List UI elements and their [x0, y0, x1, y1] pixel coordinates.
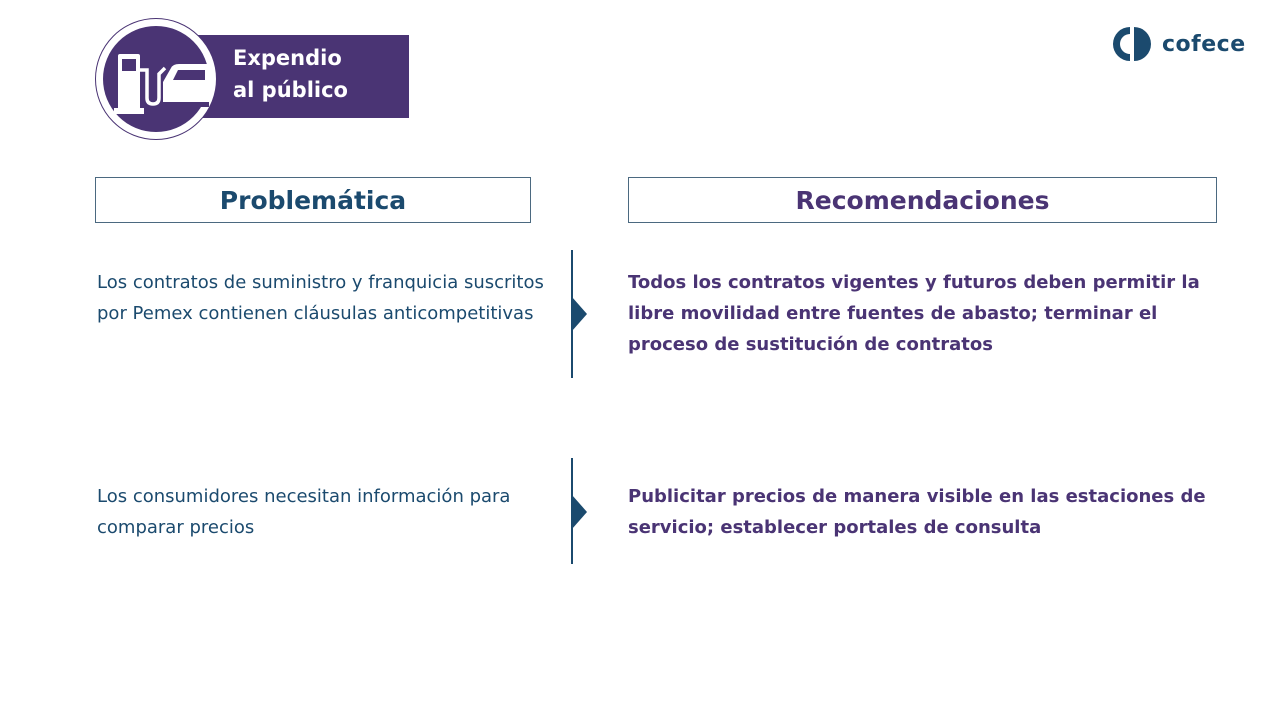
- arrow-right-icon: [572, 297, 587, 331]
- problem-text-1: Los contratos de suministro y franquicia suscritos por Pemex contienen cláusulas anticompetitivas: [97, 272, 544, 324]
- badge-title: [233, 42, 348, 106]
- header-problematica: Problemática: [95, 177, 531, 223]
- recommendation-text-2: Publicitar precios de manera visible en las estaciones de servicio; establecer portales de consulta: [628, 486, 1206, 538]
- badge-title-line2: al público: [233, 78, 348, 102]
- cofece-logo: [1112, 24, 1246, 64]
- badge-title-line1: Expendio: [233, 46, 342, 70]
- cofece-logo-icon: [1112, 24, 1152, 64]
- logo-text: cofece: [1162, 31, 1246, 57]
- recommendation-text-1: Todos los contratos vigentes y futuros deben permitir la libre movilidad entre fuentes de abasto; terminar el proceso de sustitución de contratos: [628, 272, 1200, 355]
- problem-text-2: Los consumidores necesitan información para comparar precios: [97, 486, 511, 538]
- arrow-right-icon: [572, 495, 587, 529]
- fuel-pump-car-icon: [113, 48, 213, 120]
- header-recomendaciones: Recomendaciones: [628, 177, 1217, 223]
